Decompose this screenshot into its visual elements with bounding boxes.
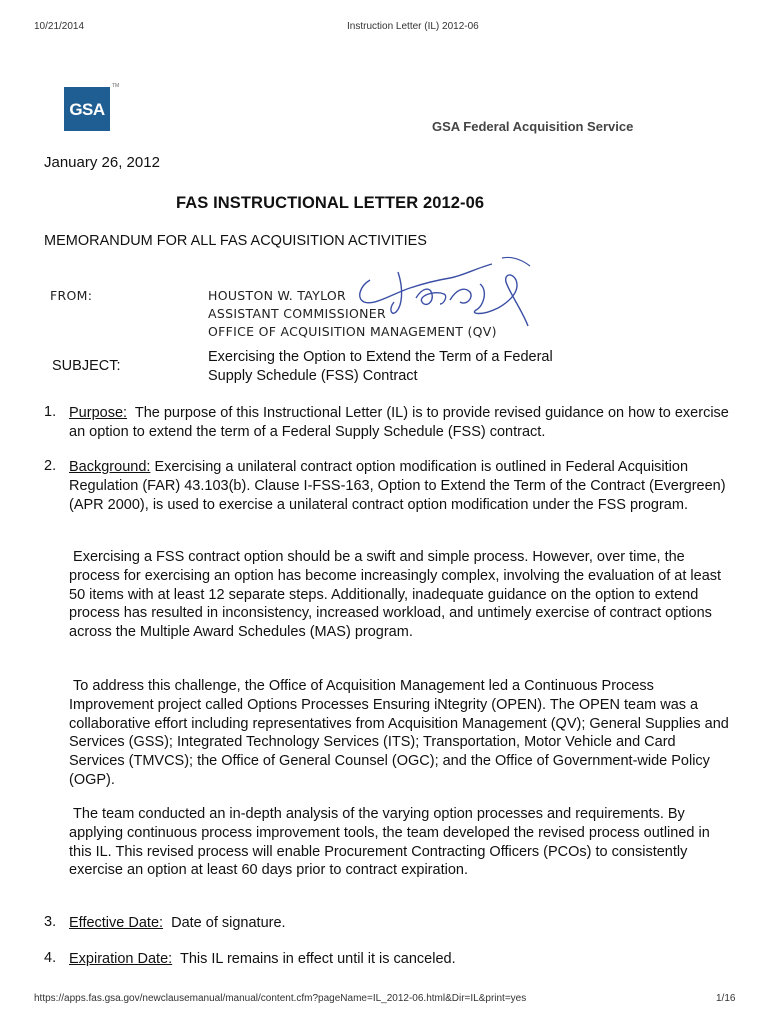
section-2-paragraph-4	[69, 805, 729, 880]
letter-date: January 26, 2012	[44, 154, 160, 171]
memo-line: MEMORANDUM FOR ALL FAS ACQUISITION ACTIVITIES	[44, 233, 427, 249]
from-label: FROM:	[50, 288, 93, 303]
signature-image	[352, 250, 552, 332]
section-4-text: This IL remains in effect until it is canceled.	[179, 951, 456, 967]
letter-title: FAS INSTRUCTIONAL LETTER 2012-06	[176, 194, 485, 212]
section-1-paragraph	[69, 404, 729, 442]
section-3-number: 3.	[44, 914, 57, 930]
footer-page-number: 1/16	[716, 993, 736, 1004]
from-office: OFFICE OF ACQUISITION MANAGEMENT (QV)	[208, 324, 497, 339]
section-1-number: 1.	[44, 404, 57, 420]
subject-line-2: Supply Schedule (FSS) Contract	[208, 368, 418, 384]
gsa-logo	[64, 87, 110, 131]
section-3-text: Date of signature.	[171, 915, 286, 931]
from-role: ASSISTANT COMMISSIONER	[208, 306, 386, 321]
section-1-text: The purpose of this Instructional Letter (IL) is to provide revised guidance on how to exercise an option to extend the term of a Federal Supply Schedule (FSS) contract.	[69, 405, 729, 440]
subject-line-1: Exercising the Option to Extend the Term of a Federal	[208, 349, 553, 365]
section-2-paragraph	[69, 458, 729, 514]
from-name: HOUSTON W. TAYLOR	[208, 288, 347, 303]
section-2-number: 2.	[44, 458, 57, 474]
section-2-heading: Background:	[69, 459, 151, 475]
section-3-paragraph	[69, 914, 729, 933]
section-1-heading: Purpose:	[69, 405, 128, 421]
section-4-heading: Expiration Date:	[69, 951, 173, 967]
section-2-p2-text: Exercising a FSS contract option should be a swift and simple process. However, over time, the process for exercising an option has become increasingly complex, involving the evaluation of at least 50 items with at least 12 separate steps. Additionally, inadequate guidance on the option to extend process has resulted in inconsistency, increased workload, and untimely exercise of contract options across the Multiple Award Schedules (MAS) program.	[69, 549, 722, 641]
agency-name: GSA Federal Acquisition Service	[432, 119, 634, 134]
section-3-heading: Effective Date:	[69, 915, 164, 931]
header-doc-title: Instruction Letter (IL) 2012-06	[347, 21, 479, 32]
logo-trademark: TM	[112, 83, 120, 89]
section-2-paragraph-2	[69, 548, 729, 642]
subject-block	[208, 348, 553, 386]
section-4-number: 4.	[44, 950, 57, 966]
footer-url: https://apps.fas.gsa.gov/newclausemanual/manual/content.cfm?pageName=IL_2012-06.html&Dir=IL&print=yes	[34, 993, 527, 1004]
section-4-paragraph	[69, 950, 729, 969]
section-2-paragraph-3	[69, 677, 729, 790]
subject-label: SUBJECT:	[52, 358, 121, 374]
logo-text: GSA	[69, 100, 105, 119]
section-2-text: Exercising a unilateral contract option modification is outlined in Federal Acquisition Regulation (FAR) 43.103(b). Clause I-FSS-163, Option to Extend the Term of the Contract (Evergreen) (APR 2000), is used to exercise a unilateral contract option modification under the FSS program.	[69, 459, 726, 513]
header-date: 10/21/2014	[34, 21, 85, 32]
section-2-p4-text: The team conducted an in-depth analysis of the varying option processes and requirements. By applying continuous process improvement tools, the team developed the revised process outlined in this IL. This revised process will enable Procurement Contracting Officers (PCOs) to consistently exercise an option at least 60 days prior to contract expiration.	[69, 806, 710, 879]
section-2-p3-text: To address this challenge, the Office of Acquisition Management led a Continuous Process Improvement project called Options Processes Ensuring iNtegrity (OPEN). The OPEN team was a collaborative effort including representatives from Acquisition Management (QV); General Supplies and Services (GSS); Integrated Technology Services (ITS); Transportation, Motor Vehicle and Card Services (TMVCS); the Office of General Counsel (OGC); and the Office of Government-wide Policy (OGP).	[69, 678, 729, 788]
